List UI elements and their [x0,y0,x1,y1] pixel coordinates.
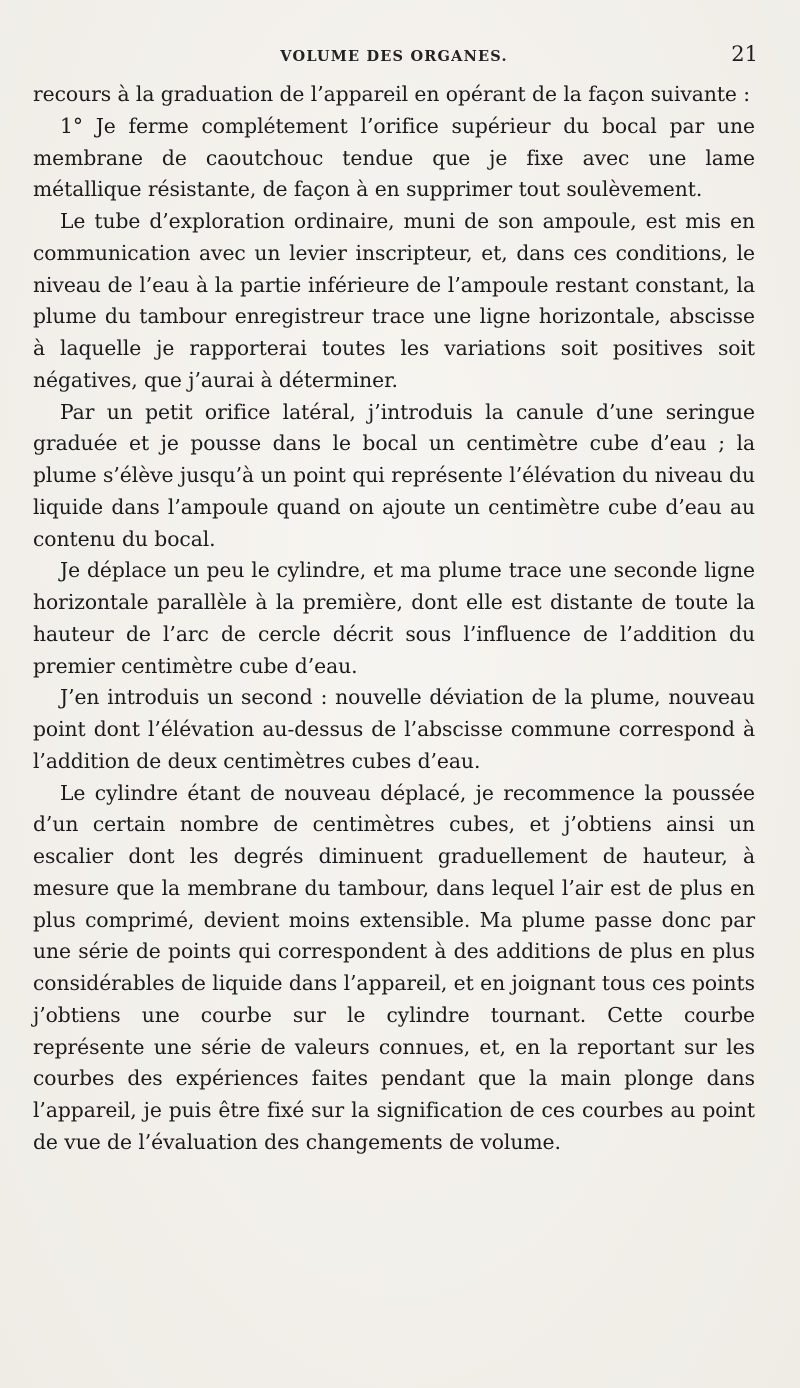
paragraph-syringe: Par un petit orifice latéral, j’introduis la canule d’une seringue graduée et je pousse dans le bocal un centimètre cube d’eau ; la plume s’élève jusqu’à un point qui représente l’élévation du niveau du liquide dans l’ampoule quand on ajoute un centimètre cube d’eau au contenu du bocal. [33,399,755,551]
paragraph-calibration-curve: Le cylindre étant de nouveau déplacé, je recommence la poussée d’un certain nombre de centimètres cubes, et j’obtiens ainsi un escalier dont les degrés diminuent graduellement de hauteur, à mesure que la membrane du tambour, dans lequel l’air est de plus en plus comprimé, devient moins extensible. Ma plume passe donc par une série de points qui correspondent à des additions de plus en plus considérables de liquide dans l’appareil, et en joignant tous ces points j’obtiens une courbe sur le cylindre tournant. Cette courbe représente une série de valeurs connues, et, en la reportant sur les courbes des expériences faites pendant que la main plonge dans l’appareil, je puis être fixé sur la signification de ces courbes au point de vue de l’évaluation des changements de volume. [33,780,755,1154]
body-text [33,79,755,1159]
paragraph-second-addition: J’en introduis un second : nouvelle déviation de la plume, nouveau point dont l’élévation au-dessus de l’abscisse commune correspond à l’addition de deux centimètres cubes d’eau. [33,685,755,773]
paragraph-step-one: 1° Je ferme complétement l’orifice supérieur du bocal par une membrane de caoutchouc tendue que je fixe avec une lame métallique résistante, de façon à en supprimer tout soulèvement. [33,113,755,202]
paragraph-cylinder-shift: Je déplace un peu le cylindre, et ma plume trace une seconde ligne horizontale parallèle à la première, dont elle est distante de toute la hauteur de l’arc de cercle décrit sous l’influence de l’addition du premier centimètre cube d’eau. [33,558,755,678]
paragraph-continuation: recours à la graduation de l’appareil en opérant de la façon suivante : [33,82,751,106]
running-title: VOLUME DES ORGANES. [280,48,508,65]
paragraph-exploration-tube: Le tube d’exploration ordinaire, muni de son ampoule, est mis en communication avec un levier inscripteur, et, dans ces conditions, le niveau de l’eau à la partie inférieure de l’ampoule restant constant, la plume du tambour enregistreur trace une ligne horizontale, abscisse à laquelle je rapporterai toutes les variations soit positives soit négatives, que j’aurai à déterminer. [33,209,755,392]
page-header [30,42,758,76]
page-number: 21 [731,42,758,66]
